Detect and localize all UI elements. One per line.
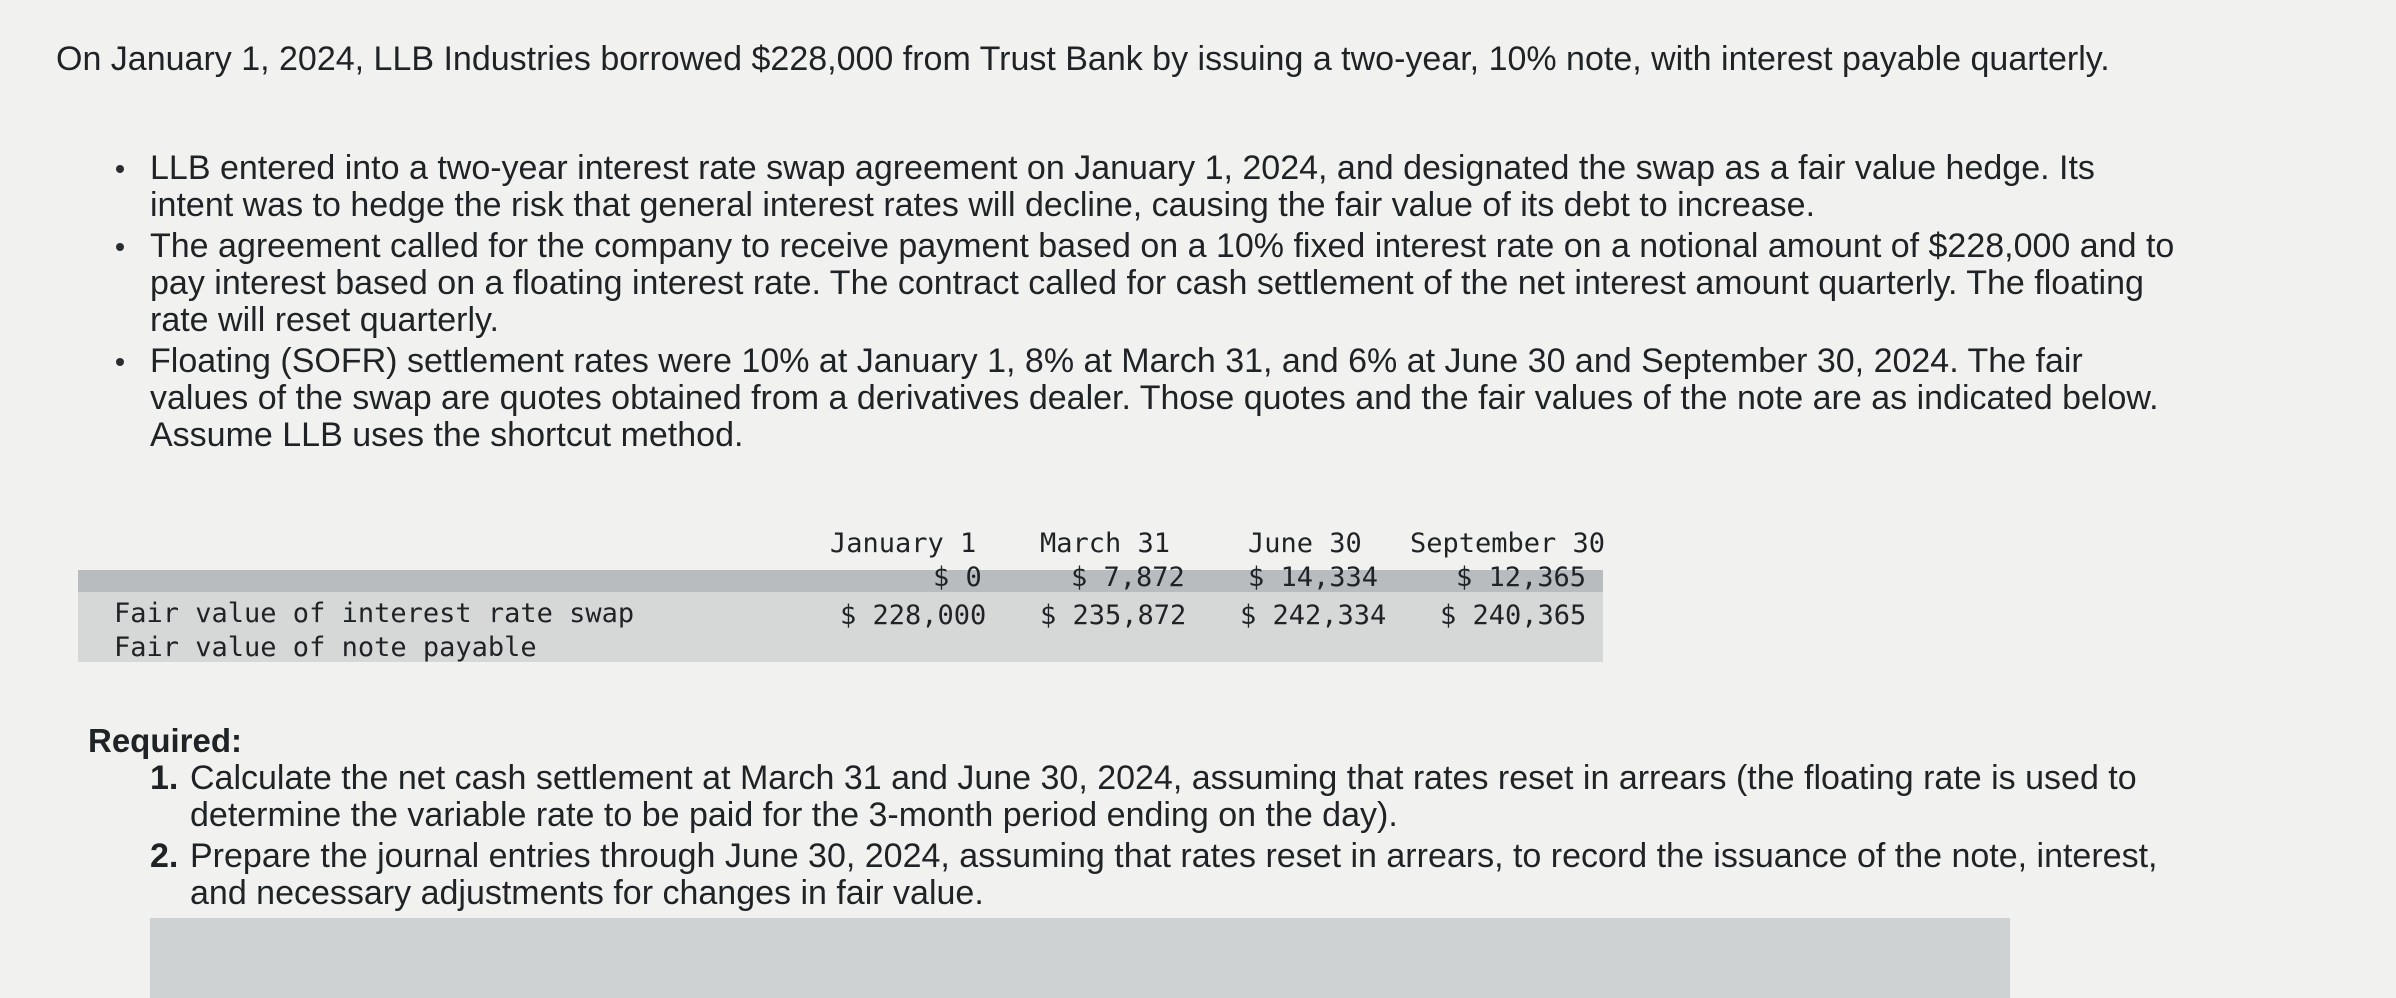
column-header-march-31: March 31 (1040, 528, 1171, 559)
bullet-icon (116, 358, 124, 366)
required-item (150, 838, 2200, 912)
column-header-january-1: January 1 (830, 528, 977, 559)
required-number: 1. (150, 759, 179, 797)
required-number: 2. (150, 837, 179, 875)
swap-value-sep-30: $ 12,365 (1456, 562, 1587, 593)
column-header-september-30: September 30 (1410, 528, 1606, 559)
bullet-icon (116, 243, 124, 251)
row-label-note: Fair value of note payable (114, 632, 537, 663)
column-header-june-30: June 30 (1248, 528, 1362, 559)
row-label-swap: Fair value of interest rate swap (114, 598, 635, 629)
required-heading: Required: (88, 722, 243, 759)
problem-intro: On January 1, 2024, LLB Industries borrowed $228,000 from Trust Bank by issuing a two-year, 10% note, with interest payable quarterly. (56, 40, 2110, 78)
swap-value-mar-31: $ 7,872 (1071, 562, 1185, 593)
fair-value-table (78, 520, 1606, 663)
bullet-icon (116, 165, 124, 173)
note-value-jun-30: $ 242,334 (1240, 600, 1387, 631)
required-text: Prepare the journal entries through June 30, 2024, assuming that rates reset in arrears, to record the issuance of the note, interest, and necessary adjustments for changes in fair value. (190, 837, 2158, 912)
facts-list (150, 150, 2180, 458)
note-value-jan-1: $ 228,000 (840, 600, 987, 631)
fact-text: Floating (SOFR) settlement rates were 10% at January 1, 8% at March 31, and 6% at June 30 and September 30, 2024. The fair values of the swap are quotes obtained from a derivatives dealer. Those quotes and the fair values of the note are as indicated below. Assume LLB uses the shortcut method. (150, 342, 2159, 454)
required-list (150, 760, 2200, 916)
swap-value-jun-30: $ 14,334 (1248, 562, 1379, 593)
fact-item (150, 228, 2180, 339)
note-value-sep-30: $ 240,365 (1440, 600, 1587, 631)
fact-text: The agreement called for the company to receive payment based on a 10% fixed interest rate on a notional amount of $228,000 and to pay interest based on a floating interest rate. The contract called for cash settlement of the net interest amount quarterly. The floating rate will reset quarterly. (150, 227, 2175, 339)
note-value-mar-31: $ 235,872 (1040, 600, 1187, 631)
fact-text: LLB entered into a two-year interest rate swap agreement on January 1, 2024, and designated the swap as a fair value hedge. Its intent was to hedge the risk that general interest rates will decline, causing the fair value of its debt to increase. (150, 149, 2095, 224)
fact-item (150, 150, 2180, 224)
fact-item (150, 343, 2180, 454)
required-text: Calculate the net cash settlement at March 31 and June 30, 2024, assuming that rates reset in arrears (the floating rate is used to determine the variable rate to be paid for the 3-month period ending on the day). (190, 759, 2137, 834)
answer-panel-edge (150, 918, 2010, 998)
swap-value-jan-1: $ 0 (933, 562, 982, 593)
required-item (150, 760, 2200, 834)
